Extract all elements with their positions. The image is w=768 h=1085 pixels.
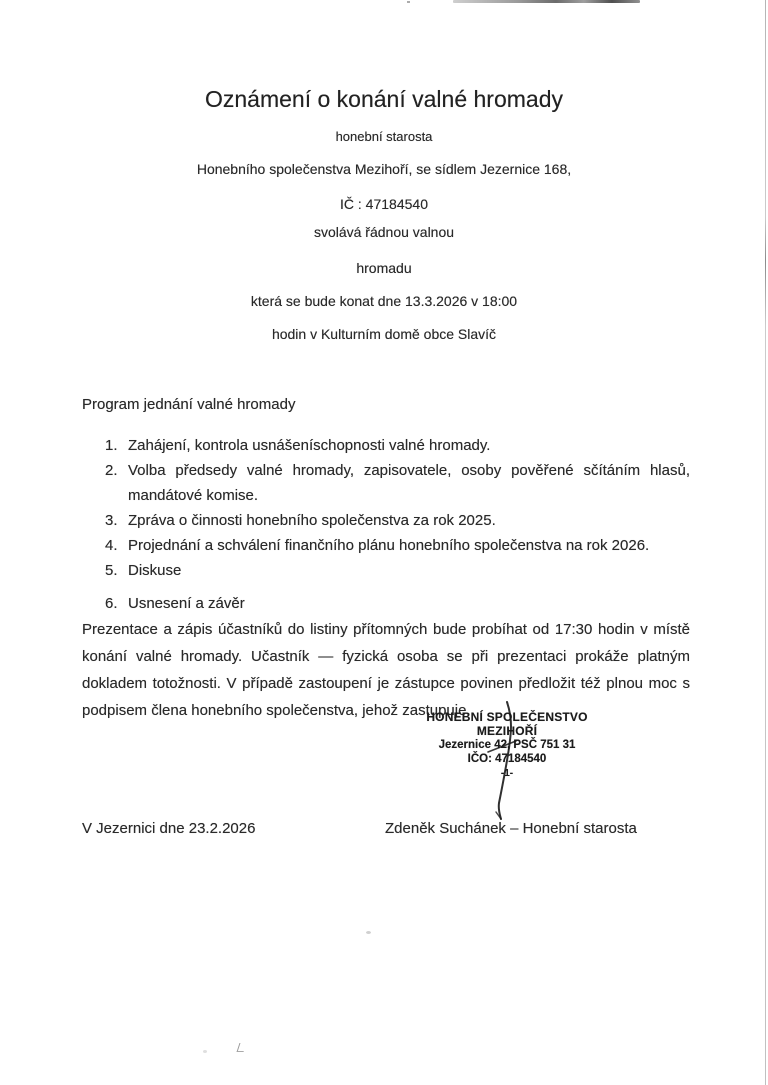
program-item-number: 1.	[105, 437, 118, 454]
scan-artifact-speck	[366, 931, 371, 934]
program-item-1	[105, 433, 690, 458]
organization-line: Honebního společenstva Mezihoří, se sídlem Jezernice 168,	[196, 161, 572, 177]
program-list	[105, 433, 690, 616]
convocation-line-1: svolává řádnou valnou	[313, 224, 455, 240]
document-title: Oznámení o konání valné hromady	[205, 86, 563, 112]
program-item-number: 6.	[105, 595, 118, 612]
footer-signatory-name: Zdeněk Suchánek – Honební starosta	[385, 820, 637, 837]
scan-artifact-speck	[203, 1050, 207, 1053]
program-item-3	[105, 508, 690, 533]
program-item-text: Zpráva o činnosti honebního společenstva za rok 2025.	[128, 512, 496, 529]
subtitle-honebni-starosta: honební starosta	[335, 129, 433, 144]
convocation-line-2: hromadu	[356, 260, 412, 276]
stamp-org-name-line1: HONEBNÍ SPOLEČENSTVO	[426, 710, 588, 724]
program-item-text: Projednání a schválení finančního plánu honebního společenstva na rok 2026.	[128, 537, 650, 554]
program-item-6	[105, 591, 690, 616]
footer-place-date: V Jezernici dne 23.2.2026	[82, 820, 256, 837]
program-item-number: 4.	[105, 537, 118, 554]
program-item-number: 2.	[105, 462, 118, 479]
program-item-5	[105, 558, 690, 583]
stamp-ico-line: IČO: 47184540	[467, 753, 547, 765]
scan-artifact-top-dot	[407, 1, 410, 3]
program-item-4	[105, 533, 690, 558]
program-item-2	[105, 458, 690, 508]
scan-artifact-top-smudge	[453, 0, 640, 3]
program-item-number: 5.	[105, 562, 118, 579]
stamp-address-line: Jezernice 42, PSČ 751 31	[438, 739, 576, 751]
program-item-number: 3.	[105, 512, 118, 529]
signature-stroke	[478, 698, 538, 823]
scan-artifact-speck	[237, 1043, 247, 1052]
program-heading: Program jednání valné hromady	[82, 396, 296, 413]
meeting-venue-line: hodin v Kulturním domě obce Slavíč	[271, 326, 497, 342]
registration-paragraph: Prezentace a zápis účastníků do listiny přítomných bude probíhat od 17:30 hodin v místě konání valné hromady. Učastník — fyzická osoba se při prezentaci prokáže platným dokladem totožnosti. V případě zastoupení je zástupce povinen předložit též plnou moc s podpisem člena honebního společenstva, jehož zastupuje.	[82, 621, 690, 719]
stamp-org-name-line2: MEZIHOŘÍ	[476, 724, 538, 738]
program-item-text: Volba předsedy valné hromady, zapisovatele, osoby pověřené sčítáním hlasů, mandátové komise.	[128, 462, 690, 504]
program-item-text: Zahájení, kontrola usnášeníschopnosti valné hromady.	[128, 437, 491, 454]
meeting-date-line: která se bude konat dne 13.3.2026 v 18:00	[250, 293, 518, 309]
stamp-page-number: -1-	[500, 768, 514, 779]
ic-number-line: IČ : 47184540	[340, 196, 428, 212]
program-item-text: Usnesení a závěr	[128, 595, 245, 612]
program-item-text: Diskuse	[128, 562, 182, 579]
